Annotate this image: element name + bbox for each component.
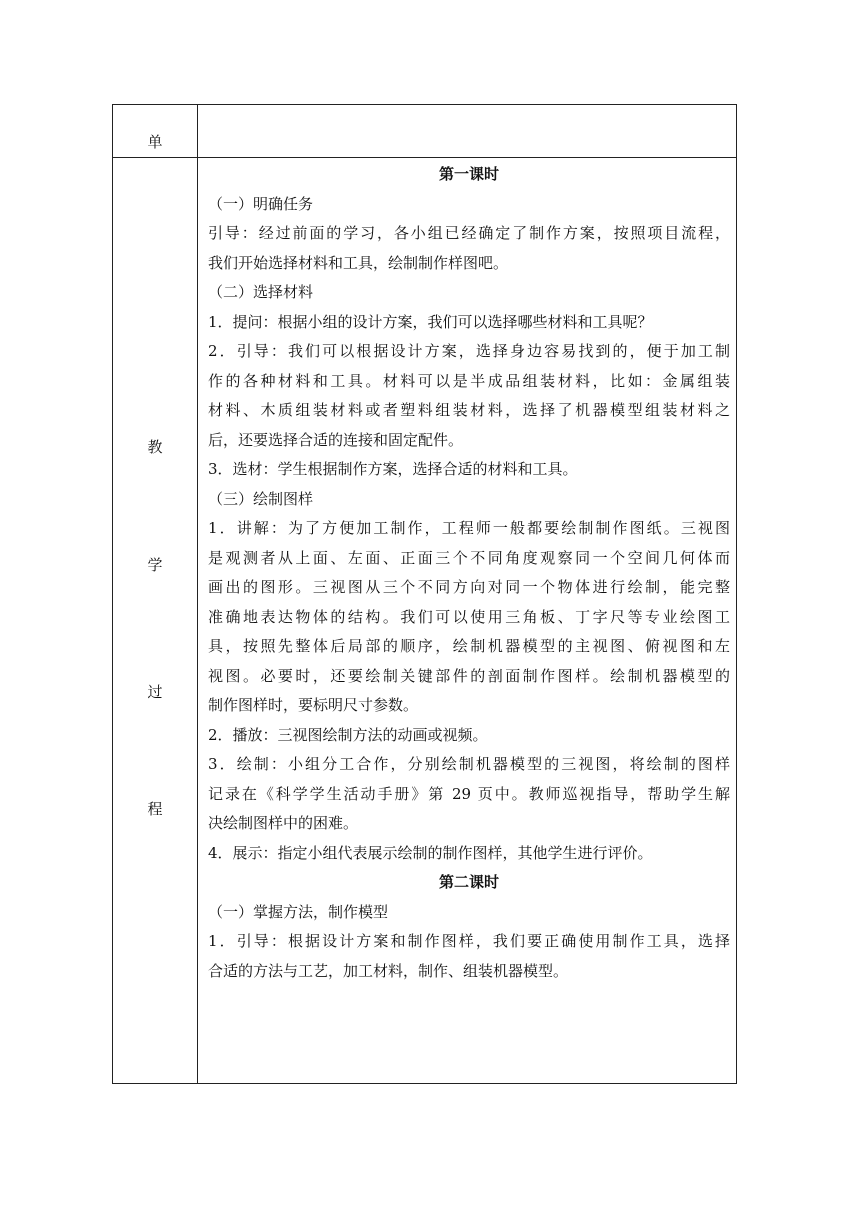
row-label-unit-char: 单 xyxy=(147,133,163,151)
paragraph-line: 视图。必要时，还要绘制关键部件的剖面制作图样。绘制机器模型的 xyxy=(208,666,730,685)
row-label-char-4: 程 xyxy=(147,800,163,818)
paragraph-line: 准确地表达物体的结构。我们可以使用三角板、丁字尺等专业绘图工 xyxy=(208,607,730,626)
paragraph-line: 决绘制图样中的困难。 xyxy=(208,814,359,832)
paragraph-line: 制作图样时，要标明尺寸参数。 xyxy=(208,696,419,714)
paragraph-line: 画出的图形。三视图从三个不同方向对同一个物体进行绘制，能完整 xyxy=(208,578,730,596)
lesson2-title: 第二课时 xyxy=(438,873,499,891)
paragraph-line: 合适的方法与工艺，加工材料，制作、组装机器模型。 xyxy=(208,961,569,980)
paragraph-line: 1．引导：根据设计方案和制作图样，我们要正确使用制作工具，选择 xyxy=(208,932,730,950)
lesson1-section1-heading: （一）明确任务 xyxy=(208,194,314,213)
row-label-char-3: 过 xyxy=(147,683,163,701)
column-divider xyxy=(197,105,198,1083)
paragraph-line: 3．绘制：小组分工合作，分别绘制机器模型的三视图，将绘制的图样 xyxy=(208,755,730,773)
row-divider xyxy=(113,157,736,158)
paragraph-line: 作的各种材料和工具。材料可以是半成品组装材料，比如：金属组装 xyxy=(208,371,730,390)
paragraph-line: 4．展示：指定小组代表展示绘制的制作图样，其他学生进行评价。 xyxy=(208,843,653,862)
paragraph-line: 3．选材：学生根据制作方案，选择合适的材料和工具。 xyxy=(208,460,578,478)
paragraph-line: 引导：经过前面的学习，各小组已经确定了制作方案，按照项目流程， xyxy=(208,224,730,242)
paragraph-line: 2．播放：三视图绘制方法的动画或视频。 xyxy=(208,725,488,744)
paragraph-line: 是观测者从上面、左面、正面三个不同角度观察同一个空间几何体而 xyxy=(208,548,730,567)
lesson1-section2-heading: （二）选择材料 xyxy=(208,283,314,301)
row-label-char-1: 教 xyxy=(147,438,163,456)
teaching-process-content xyxy=(208,160,730,986)
paragraph-line: 材料、木质组装材料或者塑料组装材料，选择了机器模型组装材料之 xyxy=(208,401,730,419)
paragraph-line: 我们开始选择材料和工具，绘制制作样图吧。 xyxy=(208,253,509,272)
paragraph-line: 1．讲解：为了方便加工制作，工程师一般都要绘制制作图纸。三视图 xyxy=(208,519,730,537)
lesson1-section3-heading: （三）绘制图样 xyxy=(208,489,314,508)
paragraph-line: 记录在《科学学生活动手册》第 29 页中。教师巡视指导，帮助学生解 xyxy=(208,784,730,803)
paragraph-line: 2．引导：我们可以根据设计方案，选择身边容易找到的，便于加工制 xyxy=(208,342,730,360)
row-label-char-2: 学 xyxy=(147,556,163,574)
paragraph-line: 1．提问：根据小组的设计方案，我们可以选择哪些材料和工具呢？ xyxy=(208,312,653,331)
lesson1-title: 第一课时 xyxy=(438,165,499,183)
lesson2-section1-heading: （一）掌握方法，制作模型 xyxy=(208,902,389,921)
lesson-plan-table xyxy=(112,104,737,1084)
paragraph-line: 具，按照先整体后局部的顺序，绘制机器模型的主视图、俯视图和左 xyxy=(208,637,730,655)
paragraph-line: 后，还要选择合适的连接和固定配件。 xyxy=(208,430,464,449)
